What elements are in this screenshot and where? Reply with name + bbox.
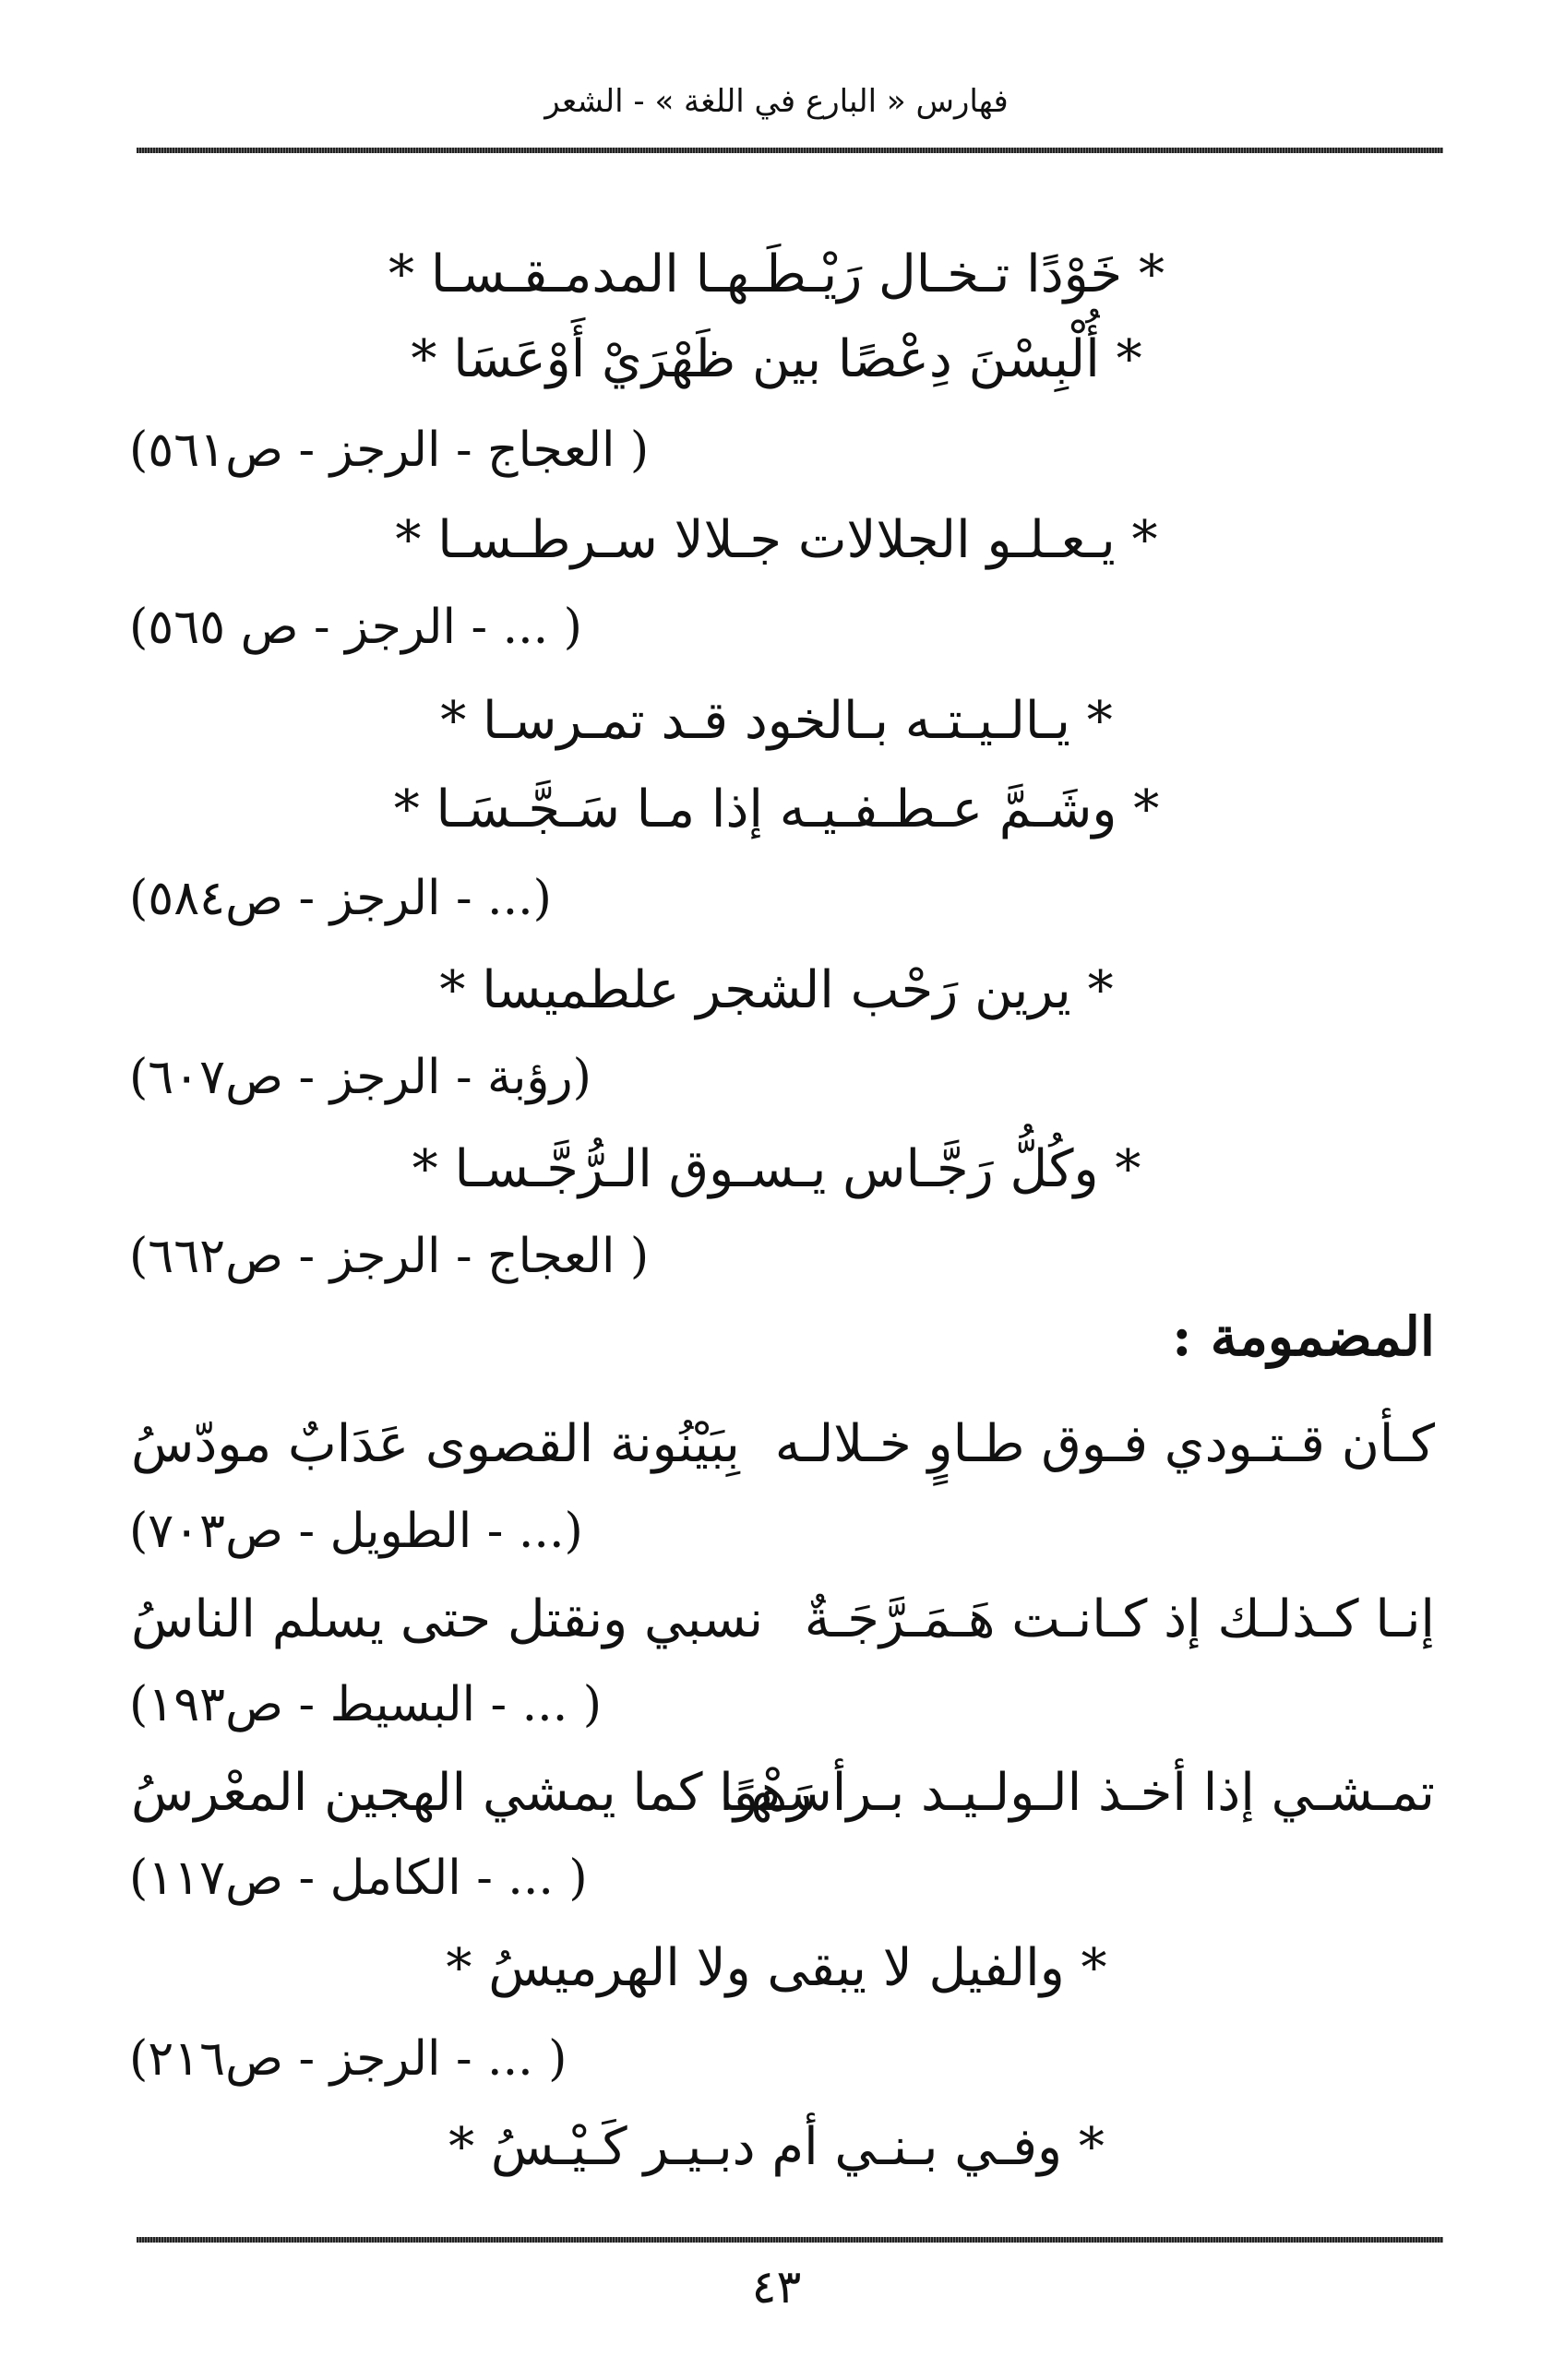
couplet-second-hemistich: بِبَيْنُونة القصوى عَدَابٌ مودّسُ — [131, 1414, 740, 1474]
footer-rule — [137, 2237, 1443, 2243]
couplet-second-hemistich: نسبي ونقتل حتى يسلم الناسُ — [131, 1589, 764, 1649]
verse-line: * يـالـيـتـه بـالخود قـد تمـرسـا * — [440, 691, 1113, 751]
page-number: ٤٣ — [751, 2260, 802, 2314]
citation-line: ( ... - الكامل - ص١١٧) — [129, 1850, 588, 1906]
verse-line: * وفـي بـنـي أم دبـيـر كَـيْـسُ * — [448, 2117, 1105, 2177]
citation-line: ( ... - الرجز - ص ٥٦٥) — [129, 600, 582, 655]
running-header: فهارس « البارع في اللغة » - الشعر — [544, 83, 1009, 120]
couplet-first-hemistich: إنـا كـذلـك إذ كـانـت هَـمَـرَّجَـةٌ — [804, 1589, 1435, 1649]
section-heading: المضمومة : — [1172, 1305, 1435, 1368]
header-rule — [137, 148, 1443, 153]
couplet-first-hemistich: كـأن قـتـودي فـوق طـاوٍ خـلالـه — [774, 1414, 1435, 1474]
verse-line: * والفيل لا يبقى ولا الهرميسُ * — [446, 1938, 1107, 1998]
citation-line: (... - الرجز - ص٥٨٤) — [129, 871, 552, 926]
citation-line: (رؤبة - الرجز - ص٦٠٧) — [129, 1050, 591, 1105]
citation-line: ( العجاج - الرجز - ص٦٦٢) — [129, 1229, 650, 1284]
verse-line: * يرين رَحْب الشجر علطميسا * — [439, 960, 1114, 1020]
verse-line: * خَوْدًا تـخـال رَيْـطَـهـا المدمـقـسـا * — [388, 244, 1165, 304]
verse-line: * يـعـلـو الجلالات جـلالا سـرطـسـا * — [395, 510, 1158, 570]
citation-line: ( ... - البسيط - ص١٩٣) — [129, 1677, 603, 1732]
citation-line: ( العجاج - الرجز - ص٥٦١) — [129, 422, 650, 478]
verse-line: * وشَـمَّ عـطـفـيـه إذا مـا سَـجَّـسَـا * — [393, 779, 1160, 839]
couplet-second-hemistich: رَهْوًا كما يمشي الهجين المعْرسُ — [131, 1763, 813, 1823]
citation-line: (... - الطويل - ص٧٠٣) — [129, 1504, 583, 1559]
couplet-first-hemistich: تمـشـي إذا أخـذ الـولـيـد بـرأسـهـا — [719, 1763, 1435, 1823]
citation-line: ( ... - الرجز - ص٢١٦) — [129, 2031, 567, 2087]
verse-line: * وكُلُّ رَجَّـاس يـسـوق الـرُّجَّـسـا * — [412, 1139, 1141, 1199]
verse-line: * أُلْبِسْنَ دِعْصًا بين ظَهْرَيْ أَوْعَسَا * — [411, 329, 1142, 389]
